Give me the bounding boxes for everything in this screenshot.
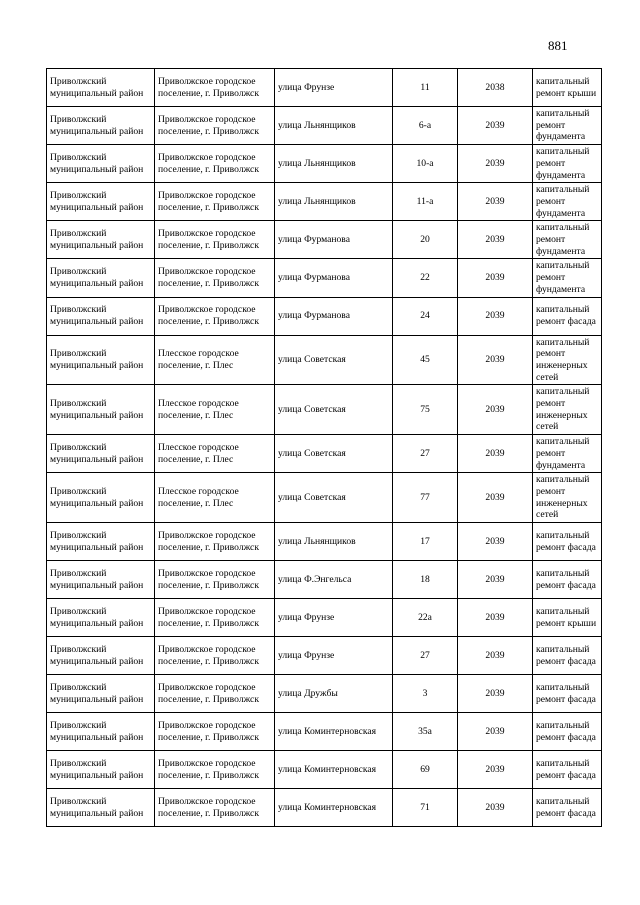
house-number-cell: 35а bbox=[393, 713, 458, 751]
street-cell: улица Ф.Энгельса bbox=[275, 561, 393, 599]
table-row bbox=[47, 637, 602, 675]
year-cell: 2039 bbox=[458, 675, 533, 713]
house-number-cell: 11-а bbox=[393, 183, 458, 221]
house-number-cell: 10-а bbox=[393, 145, 458, 183]
street-cell: улица Советская bbox=[275, 335, 393, 385]
table-row bbox=[47, 789, 602, 827]
municipality-cell: Приволжский муниципальный район bbox=[47, 259, 155, 297]
year-cell: 2039 bbox=[458, 385, 533, 435]
municipality-cell: Приволжский муниципальный район bbox=[47, 335, 155, 385]
work-type-cell: капитальный ремонт фасада bbox=[533, 637, 602, 675]
settlement-cell: Приволжское городское поселение, г. Приволжск bbox=[155, 599, 275, 637]
year-cell: 2039 bbox=[458, 751, 533, 789]
year-cell: 2039 bbox=[458, 561, 533, 599]
street-cell: улица Фрунзе bbox=[275, 69, 393, 107]
municipality-cell: Приволжский муниципальный район bbox=[47, 561, 155, 599]
settlement-cell: Приволжское городское поселение, г. Приволжск bbox=[155, 675, 275, 713]
street-cell: улица Дружбы bbox=[275, 675, 393, 713]
settlement-cell: Приволжское городское поселение, г. Приволжск bbox=[155, 259, 275, 297]
municipality-cell: Приволжский муниципальный район bbox=[47, 599, 155, 637]
street-cell: улица Коминтерновская bbox=[275, 789, 393, 827]
work-type-cell: капитальный ремонт инженерных сетей bbox=[533, 335, 602, 385]
house-number-cell: 3 bbox=[393, 675, 458, 713]
year-cell: 2039 bbox=[458, 473, 533, 523]
settlement-cell: Приволжское городское поселение, г. Приволжск bbox=[155, 145, 275, 183]
table-row bbox=[47, 297, 602, 335]
street-cell: улица Советская bbox=[275, 385, 393, 435]
work-type-cell: капитальный ремонт инженерных сетей bbox=[533, 473, 602, 523]
settlement-cell: Приволжское городское поселение, г. Приволжск bbox=[155, 561, 275, 599]
settlement-cell: Приволжское городское поселение, г. Приволжск bbox=[155, 297, 275, 335]
work-type-cell: капитальный ремонт фасада bbox=[533, 523, 602, 561]
table-row bbox=[47, 561, 602, 599]
year-cell: 2039 bbox=[458, 107, 533, 145]
house-number-cell: 71 bbox=[393, 789, 458, 827]
street-cell: улица Фурманова bbox=[275, 259, 393, 297]
year-cell: 2039 bbox=[458, 523, 533, 561]
house-number-cell: 27 bbox=[393, 637, 458, 675]
municipality-cell: Приволжский муниципальный район bbox=[47, 385, 155, 435]
year-cell: 2039 bbox=[458, 145, 533, 183]
work-type-cell: капитальный ремонт фундамента bbox=[533, 259, 602, 297]
work-type-cell: капитальный ремонт фасада bbox=[533, 789, 602, 827]
house-number-cell: 45 bbox=[393, 335, 458, 385]
settlement-cell: Приволжское городское поселение, г. Приволжск bbox=[155, 107, 275, 145]
year-cell: 2039 bbox=[458, 599, 533, 637]
house-number-cell: 6-а bbox=[393, 107, 458, 145]
table-row bbox=[47, 675, 602, 713]
street-cell: улица Фрунзе bbox=[275, 599, 393, 637]
house-number-cell: 75 bbox=[393, 385, 458, 435]
work-type-cell: капитальный ремонт инженерных сетей bbox=[533, 385, 602, 435]
table-row bbox=[47, 599, 602, 637]
house-number-cell: 11 bbox=[393, 69, 458, 107]
settlement-cell: Приволжское городское поселение, г. Приволжск bbox=[155, 523, 275, 561]
settlement-cell: Плесское городское поселение, г. Плес bbox=[155, 385, 275, 435]
table-row bbox=[47, 69, 602, 107]
street-cell: улица Советская bbox=[275, 435, 393, 473]
house-number-cell: 24 bbox=[393, 297, 458, 335]
house-number-cell: 17 bbox=[393, 523, 458, 561]
table-row bbox=[47, 523, 602, 561]
street-cell: улица Коминтерновская bbox=[275, 713, 393, 751]
work-type-cell: капитальный ремонт фундамента bbox=[533, 221, 602, 259]
house-number-cell: 27 bbox=[393, 435, 458, 473]
work-type-cell: капитальный ремонт фасада bbox=[533, 561, 602, 599]
house-number-cell: 22а bbox=[393, 599, 458, 637]
work-type-cell: капитальный ремонт фасада bbox=[533, 297, 602, 335]
work-type-cell: капитальный ремонт фасада bbox=[533, 713, 602, 751]
settlement-cell: Приволжское городское поселение, г. Приволжск bbox=[155, 221, 275, 259]
table-body bbox=[47, 69, 602, 827]
street-cell: улица Льнянщиков bbox=[275, 145, 393, 183]
repair-schedule-table bbox=[46, 68, 602, 827]
table-row bbox=[47, 751, 602, 789]
table-row bbox=[47, 713, 602, 751]
settlement-cell: Плесское городское поселение, г. Плес bbox=[155, 473, 275, 523]
municipality-cell: Приволжский муниципальный район bbox=[47, 183, 155, 221]
municipality-cell: Приволжский муниципальный район bbox=[47, 523, 155, 561]
table-row bbox=[47, 145, 602, 183]
work-type-cell: капитальный ремонт фасада bbox=[533, 675, 602, 713]
year-cell: 2039 bbox=[458, 259, 533, 297]
street-cell: улица Фурманова bbox=[275, 297, 393, 335]
house-number-cell: 18 bbox=[393, 561, 458, 599]
municipality-cell: Приволжский муниципальный район bbox=[47, 675, 155, 713]
municipality-cell: Приволжский муниципальный район bbox=[47, 107, 155, 145]
municipality-cell: Приволжский муниципальный район bbox=[47, 297, 155, 335]
year-cell: 2039 bbox=[458, 183, 533, 221]
settlement-cell: Приволжское городское поселение, г. Приволжск bbox=[155, 637, 275, 675]
settlement-cell: Приволжское городское поселение, г. Приволжск bbox=[155, 713, 275, 751]
street-cell: улица Советская bbox=[275, 473, 393, 523]
year-cell: 2039 bbox=[458, 335, 533, 385]
table-row bbox=[47, 473, 602, 523]
table-row bbox=[47, 335, 602, 385]
municipality-cell: Приволжский муниципальный район bbox=[47, 751, 155, 789]
municipality-cell: Приволжский муниципальный район bbox=[47, 69, 155, 107]
page-number: 881 bbox=[548, 38, 568, 53]
work-type-cell: капитальный ремонт крыши bbox=[533, 599, 602, 637]
street-cell: улица Коминтерновская bbox=[275, 751, 393, 789]
settlement-cell: Плесское городское поселение, г. Плес bbox=[155, 335, 275, 385]
work-type-cell: капитальный ремонт фундамента bbox=[533, 145, 602, 183]
street-cell: улица Льнянщиков bbox=[275, 107, 393, 145]
settlement-cell: Приволжское городское поселение, г. Приволжск bbox=[155, 751, 275, 789]
street-cell: улица Льнянщиков bbox=[275, 523, 393, 561]
year-cell: 2039 bbox=[458, 221, 533, 259]
year-cell: 2038 bbox=[458, 69, 533, 107]
table-row bbox=[47, 107, 602, 145]
year-cell: 2039 bbox=[458, 789, 533, 827]
municipality-cell: Приволжский муниципальный район bbox=[47, 473, 155, 523]
municipality-cell: Приволжский муниципальный район bbox=[47, 145, 155, 183]
municipality-cell: Приволжский муниципальный район bbox=[47, 713, 155, 751]
year-cell: 2039 bbox=[458, 637, 533, 675]
year-cell: 2039 bbox=[458, 435, 533, 473]
settlement-cell: Приволжское городское поселение, г. Приволжск bbox=[155, 69, 275, 107]
table-row bbox=[47, 435, 602, 473]
house-number-cell: 22 bbox=[393, 259, 458, 297]
street-cell: улица Фурманова bbox=[275, 221, 393, 259]
municipality-cell: Приволжский муниципальный район bbox=[47, 435, 155, 473]
work-type-cell: капитальный ремонт фундамента bbox=[533, 435, 602, 473]
house-number-cell: 20 bbox=[393, 221, 458, 259]
settlement-cell: Приволжское городское поселение, г. Приволжск bbox=[155, 183, 275, 221]
year-cell: 2039 bbox=[458, 713, 533, 751]
municipality-cell: Приволжский муниципальный район bbox=[47, 221, 155, 259]
work-type-cell: капитальный ремонт фасада bbox=[533, 751, 602, 789]
street-cell: улица Фрунзе bbox=[275, 637, 393, 675]
street-cell: улица Льнянщиков bbox=[275, 183, 393, 221]
house-number-cell: 77 bbox=[393, 473, 458, 523]
municipality-cell: Приволжский муниципальный район bbox=[47, 637, 155, 675]
house-number-cell: 69 bbox=[393, 751, 458, 789]
work-type-cell: капитальный ремонт фундамента bbox=[533, 107, 602, 145]
work-type-cell: капитальный ремонт крыши bbox=[533, 69, 602, 107]
table-row bbox=[47, 385, 602, 435]
table-row bbox=[47, 221, 602, 259]
table-row bbox=[47, 259, 602, 297]
settlement-cell: Приволжское городское поселение, г. Приволжск bbox=[155, 789, 275, 827]
work-type-cell: капитальный ремонт фундамента bbox=[533, 183, 602, 221]
municipality-cell: Приволжский муниципальный район bbox=[47, 789, 155, 827]
settlement-cell: Плесское городское поселение, г. Плес bbox=[155, 435, 275, 473]
year-cell: 2039 bbox=[458, 297, 533, 335]
table-row bbox=[47, 183, 602, 221]
